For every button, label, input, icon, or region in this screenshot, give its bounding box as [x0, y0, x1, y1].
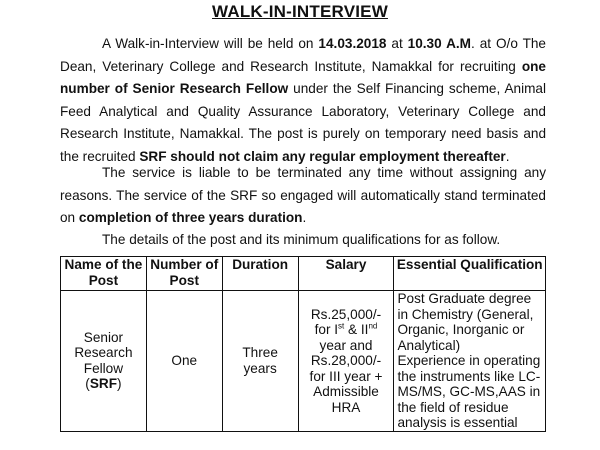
- header-salary: Salary: [298, 257, 394, 291]
- duration-condition: completion of three years duration: [78, 210, 303, 226]
- cell-qualification: [394, 291, 546, 432]
- para1-text-5: .: [505, 148, 510, 164]
- para1-text-1: A Walk-in-Interview will be held on: [102, 36, 319, 51]
- para1-text-2: at: [386, 36, 408, 51]
- cell-post-name: Senior Research Fellow (SRF): [61, 291, 147, 432]
- header-duration: Duration: [222, 257, 298, 291]
- para2-text-1: The service is liable to be terminated any time without assigning any reasons. The service of the SRF so engaged will automatically stand terminated on: [60, 165, 546, 226]
- post-count: one number of Senior Research Fellow: [60, 58, 546, 97]
- header-qualification: Essential Qualification: [394, 257, 546, 291]
- post-details-table: [60, 256, 546, 432]
- interview-date: 14.03.2018: [318, 36, 387, 51]
- header-number-of-post: Number of Post: [146, 257, 222, 291]
- table-header-row: [61, 257, 546, 291]
- cell-salary: Rs.25,000/- for Ist & IInd year and Rs.28,000/- for III year + Admissible HRA: [298, 291, 394, 432]
- para1-text-3: . at O/o The Dean, Veterinary College and Research Institute, Namakkal for recruiting: [60, 36, 546, 74]
- page-title: WALK-IN-INTERVIEW: [212, 2, 388, 21]
- announcement-paragraph: [60, 33, 546, 169]
- service-paragraph: [60, 162, 546, 230]
- para2-text-2: .: [302, 210, 307, 226]
- details-intro: The details of the post and its minimum qualifications for as follow.: [102, 232, 501, 247]
- qualification-degree: Post Graduate degree in Chemistry (General, Organic, Inorganic or Analytical): [397, 291, 534, 353]
- table-row: [61, 291, 546, 432]
- interview-time: 10.30 A.M: [407, 36, 472, 51]
- para1-text-4: under the Self Financing scheme, Animal Feed Analytical and Quality Assurance Laboratory, Veterinary College and Research Institute, Namakkal. The post is purely on temporary need basis and the recruited: [60, 81, 547, 164]
- qualification-experience: Experience in operating the instruments like LC-MS/MS, GC-MS,AAS in the field of residue analysis is essential: [397, 353, 541, 430]
- cell-duration: Three years: [222, 291, 298, 432]
- cell-number: One: [146, 291, 222, 432]
- srf-condition: SRF should not claim any regular employment thereafter: [139, 148, 506, 164]
- header-name-of-post: Name of the Post: [61, 257, 147, 291]
